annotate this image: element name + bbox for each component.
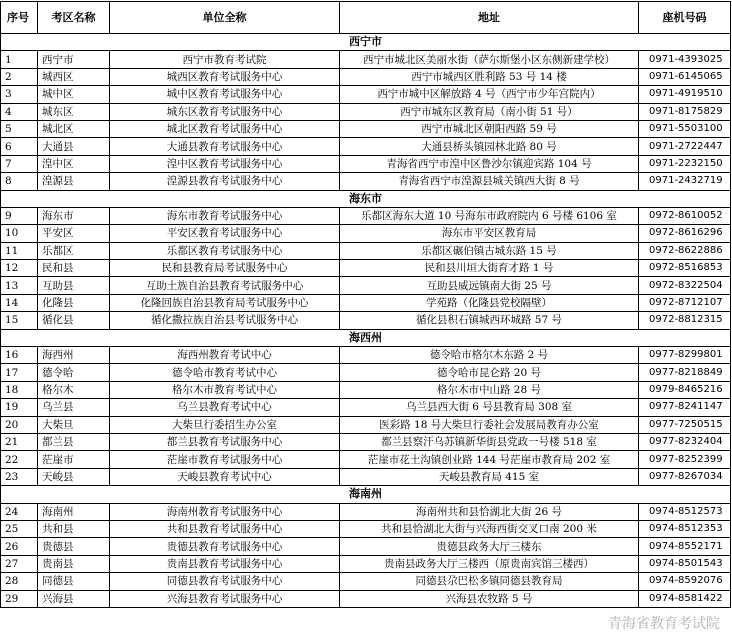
row-phone: 0971-8175829 [639,103,731,120]
table-row [1,155,731,172]
row-unit-name: 城西区教育考试服务中心 [110,68,340,85]
row-district: 民和县 [38,260,110,277]
row-district: 乐都区 [38,242,110,259]
row-phone: 0971-4919510 [639,86,731,103]
row-phone: 0974-8592076 [639,573,731,590]
row-unit-name: 同德县教育考试服务中心 [110,573,340,590]
row-phone: 0977-8232404 [639,433,731,450]
row-unit-name: 都兰县教育考试服务中心 [110,433,340,450]
row-address: 民和县川垣大街育才路 1 号 [340,260,639,277]
table-row [1,138,731,155]
row-number: 24 [1,503,38,520]
row-district: 互助县 [38,277,110,294]
row-address: 青海省西宁市湟源县城关镇西大街 8 号 [340,173,639,190]
row-address: 循化县积石镇城西环城路 57 号 [340,312,639,329]
row-phone: 0972-8610052 [639,207,731,224]
table-row [1,538,731,555]
row-number: 17 [1,364,38,381]
row-unit-name: 城北区教育考试服务中心 [110,120,340,137]
row-number: 21 [1,433,38,450]
table-row [1,347,731,364]
header-unit: 单位全称 [110,2,340,34]
row-number: 28 [1,573,38,590]
row-number: 26 [1,538,38,555]
row-phone: 0979-8465216 [639,381,731,398]
row-district: 贵南县 [38,555,110,572]
row-unit-name: 化隆回族自治县教育局考试服务中心 [110,294,340,311]
table-row [1,381,731,398]
group-header-row [1,329,731,346]
row-district: 海南州 [38,503,110,520]
header-phone: 座机号码 [639,2,731,34]
row-phone: 0972-8812315 [639,312,731,329]
row-phone: 0972-8322504 [639,277,731,294]
header-no: 序号 [1,2,38,34]
row-number: 5 [1,120,38,137]
row-address: 格尔木市中山路 28 号 [340,381,639,398]
row-address: 互助县威远镇南大街 25 号 [340,277,639,294]
row-address: 德令哈市格尔木东路 2 号 [340,347,639,364]
table-row [1,51,731,68]
group-name: 海东市 [1,190,731,207]
row-address: 茫崖市花土沟镇创业路 144 号茫崖市教育局 202 室 [340,451,639,468]
row-number: 6 [1,138,38,155]
row-phone: 0977-8267034 [639,468,731,485]
row-number: 9 [1,207,38,224]
row-district: 德令哈 [38,364,110,381]
row-district: 大柴旦 [38,416,110,433]
row-number: 13 [1,277,38,294]
row-number: 20 [1,416,38,433]
row-unit-name: 共和县教育考试服务中心 [110,520,340,537]
row-phone: 0972-8616296 [639,225,731,242]
row-district: 平安区 [38,225,110,242]
table-body [1,34,731,608]
row-phone: 0977-7250515 [639,416,731,433]
row-unit-name: 乐都区教育考试服务中心 [110,242,340,259]
row-district: 循化县 [38,312,110,329]
row-address: 德令哈市昆仑路 20 号 [340,364,639,381]
table-row [1,120,731,137]
row-district: 同德县 [38,573,110,590]
row-address: 共和县恰湖北大街与兴海西街交叉口南 200 米 [340,520,639,537]
row-address: 海南州共和县恰湖北大街 26 号 [340,503,639,520]
row-address: 青海省西宁市湟中区鲁沙尔镇迎宾路 104 号 [340,155,639,172]
group-name: 海西州 [1,329,731,346]
row-district: 湟源县 [38,173,110,190]
row-number: 10 [1,225,38,242]
row-district: 天峻县 [38,468,110,485]
group-header-row [1,190,731,207]
row-number: 12 [1,260,38,277]
row-address: 乌兰县西大街 6 号县教育局 308 室 [340,399,639,416]
row-unit-name: 海东市教育考试服务中心 [110,207,340,224]
table-row [1,86,731,103]
row-phone: 0971-2432719 [639,173,731,190]
table-row [1,555,731,572]
table-row [1,503,731,520]
row-district: 格尔木 [38,381,110,398]
group-name: 海南州 [1,486,731,503]
row-district: 都兰县 [38,433,110,450]
row-phone: 0977-8241147 [639,399,731,416]
row-unit-name: 民和县教育局考试服务中心 [110,260,340,277]
row-phone: 0974-8501543 [639,555,731,572]
table-row [1,590,731,607]
group-name: 西宁市 [1,34,731,51]
row-address: 贵南县政务大厅三楼西（原贵南宾馆三楼西） [340,555,639,572]
row-number: 25 [1,520,38,537]
row-phone: 0977-8252399 [639,451,731,468]
row-phone: 0972-8516853 [639,260,731,277]
row-address: 西宁市城北区美丽水街（萨尔斯堡小区东侧新建学校） [340,51,639,68]
row-address: 西宁市城中区解放路 4 号（西宁市少年宫院内） [340,86,639,103]
row-address: 医彩路 18 号大柴旦行委社会发展局教育办公室 [340,416,639,433]
table-row [1,173,731,190]
table-row [1,364,731,381]
row-address: 海东市平安区教育局 [340,225,639,242]
table-row [1,242,731,259]
row-number: 3 [1,86,38,103]
row-unit-name: 循化撒拉族自治县考试服务中心 [110,312,340,329]
row-phone: 0971-5503100 [639,120,731,137]
row-address: 西宁市城北区朝阳西路 59 号 [340,120,639,137]
row-phone: 0971-4393025 [639,51,731,68]
header-district: 考区名称 [38,2,110,34]
row-phone: 0972-8622886 [639,242,731,259]
group-header-row [1,486,731,503]
row-number: 22 [1,451,38,468]
table-row [1,68,731,85]
row-phone: 0977-8218849 [639,364,731,381]
row-district: 茫崖市 [38,451,110,468]
row-number: 7 [1,155,38,172]
table-row [1,294,731,311]
row-district: 贵德县 [38,538,110,555]
table-row [1,277,731,294]
row-address: 贵德县政务大厅三楼东 [340,538,639,555]
row-address: 西宁市城东区教育局（南小街 51 号） [340,103,639,120]
row-number: 18 [1,381,38,398]
row-unit-name: 天峻县教育考试中心 [110,468,340,485]
row-district: 城中区 [38,86,110,103]
table-header-row [1,2,731,34]
row-unit-name: 兴海县教育考试服务中心 [110,590,340,607]
row-district: 共和县 [38,520,110,537]
row-phone: 0977-8299801 [639,347,731,364]
row-address: 大通县桥头镇园林北路 80 号 [340,138,639,155]
row-unit-name: 海西州教育考试中心 [110,347,340,364]
row-address: 兴海县农牧路 5 号 [340,590,639,607]
row-unit-name: 湟源县教育考试服务中心 [110,173,340,190]
row-number: 27 [1,555,38,572]
row-address: 都兰县察汗乌苏镇新华街县党政一号楼 518 室 [340,433,639,450]
table-row [1,207,731,224]
table-row [1,573,731,590]
row-phone: 0974-8552171 [639,538,731,555]
row-district: 湟中区 [38,155,110,172]
watermark-logo: 青海省教育考试院 [604,612,724,634]
row-unit-name: 大柴旦行委招生办公室 [110,416,340,433]
table-row [1,433,731,450]
row-district: 海东市 [38,207,110,224]
table-row [1,312,731,329]
header-address: 地址 [340,2,639,34]
row-district: 城西区 [38,68,110,85]
row-number: 14 [1,294,38,311]
row-number: 1 [1,51,38,68]
row-address: 同德县尕巴松多镇同德县教育局 [340,573,639,590]
row-address: 乐都区碾伯镇古城东路 15 号 [340,242,639,259]
row-unit-name: 西宁市教育考试院 [110,51,340,68]
row-district: 大通县 [38,138,110,155]
row-number: 8 [1,173,38,190]
row-address: 天峻县教育局 415 室 [340,468,639,485]
row-number: 23 [1,468,38,485]
row-number: 15 [1,312,38,329]
row-phone: 0971-6145065 [639,68,731,85]
row-phone: 0972-8712107 [639,294,731,311]
table-row [1,399,731,416]
table-row [1,225,731,242]
row-district: 化隆县 [38,294,110,311]
table-row [1,468,731,485]
table-row [1,520,731,537]
row-unit-name: 贵南县教育考试服务中心 [110,555,340,572]
row-district: 海西州 [38,347,110,364]
row-district: 兴海县 [38,590,110,607]
row-unit-name: 茫崖市教育考试服务中心 [110,451,340,468]
row-address: 乐都区海东大道 10 号海东市政府院内 6 号楼 6106 室 [340,207,639,224]
row-unit-name: 大通县教育考试服务中心 [110,138,340,155]
row-number: 4 [1,103,38,120]
row-unit-name: 德令哈市教育考试中心 [110,364,340,381]
row-phone: 0974-8512353 [639,520,731,537]
row-unit-name: 乌兰县教育考试中心 [110,399,340,416]
row-phone: 0974-8512573 [639,503,731,520]
row-unit-name: 平安区教育考试服务中心 [110,225,340,242]
table-row [1,451,731,468]
row-unit-name: 贵德县教育考试服务中心 [110,538,340,555]
row-phone: 0971-2722447 [639,138,731,155]
row-district: 城东区 [38,103,110,120]
group-header-row [1,34,731,51]
row-number: 11 [1,242,38,259]
row-phone: 0971-2232150 [639,155,731,172]
row-number: 16 [1,347,38,364]
row-number: 29 [1,590,38,607]
row-unit-name: 格尔木市教育考试中心 [110,381,340,398]
table-row [1,416,731,433]
table-row [1,103,731,120]
row-district: 西宁市 [38,51,110,68]
row-unit-name: 互助土族自治县教育考试服务中心 [110,277,340,294]
row-address: 西宁市城西区胜利路 53 号 14 楼 [340,68,639,85]
row-unit-name: 湟中区教育考试服务中心 [110,155,340,172]
exam-office-table [0,1,731,608]
row-unit-name: 海南州教育考试服务中心 [110,503,340,520]
row-district: 乌兰县 [38,399,110,416]
table-row [1,260,731,277]
row-address: 学苑路（化隆县党校隔壁） [340,294,639,311]
row-number: 19 [1,399,38,416]
row-district: 城北区 [38,120,110,137]
row-number: 2 [1,68,38,85]
row-phone: 0974-8581422 [639,590,731,607]
row-unit-name: 城东区教育考试服务中心 [110,103,340,120]
row-unit-name: 城中区教育考试服务中心 [110,86,340,103]
